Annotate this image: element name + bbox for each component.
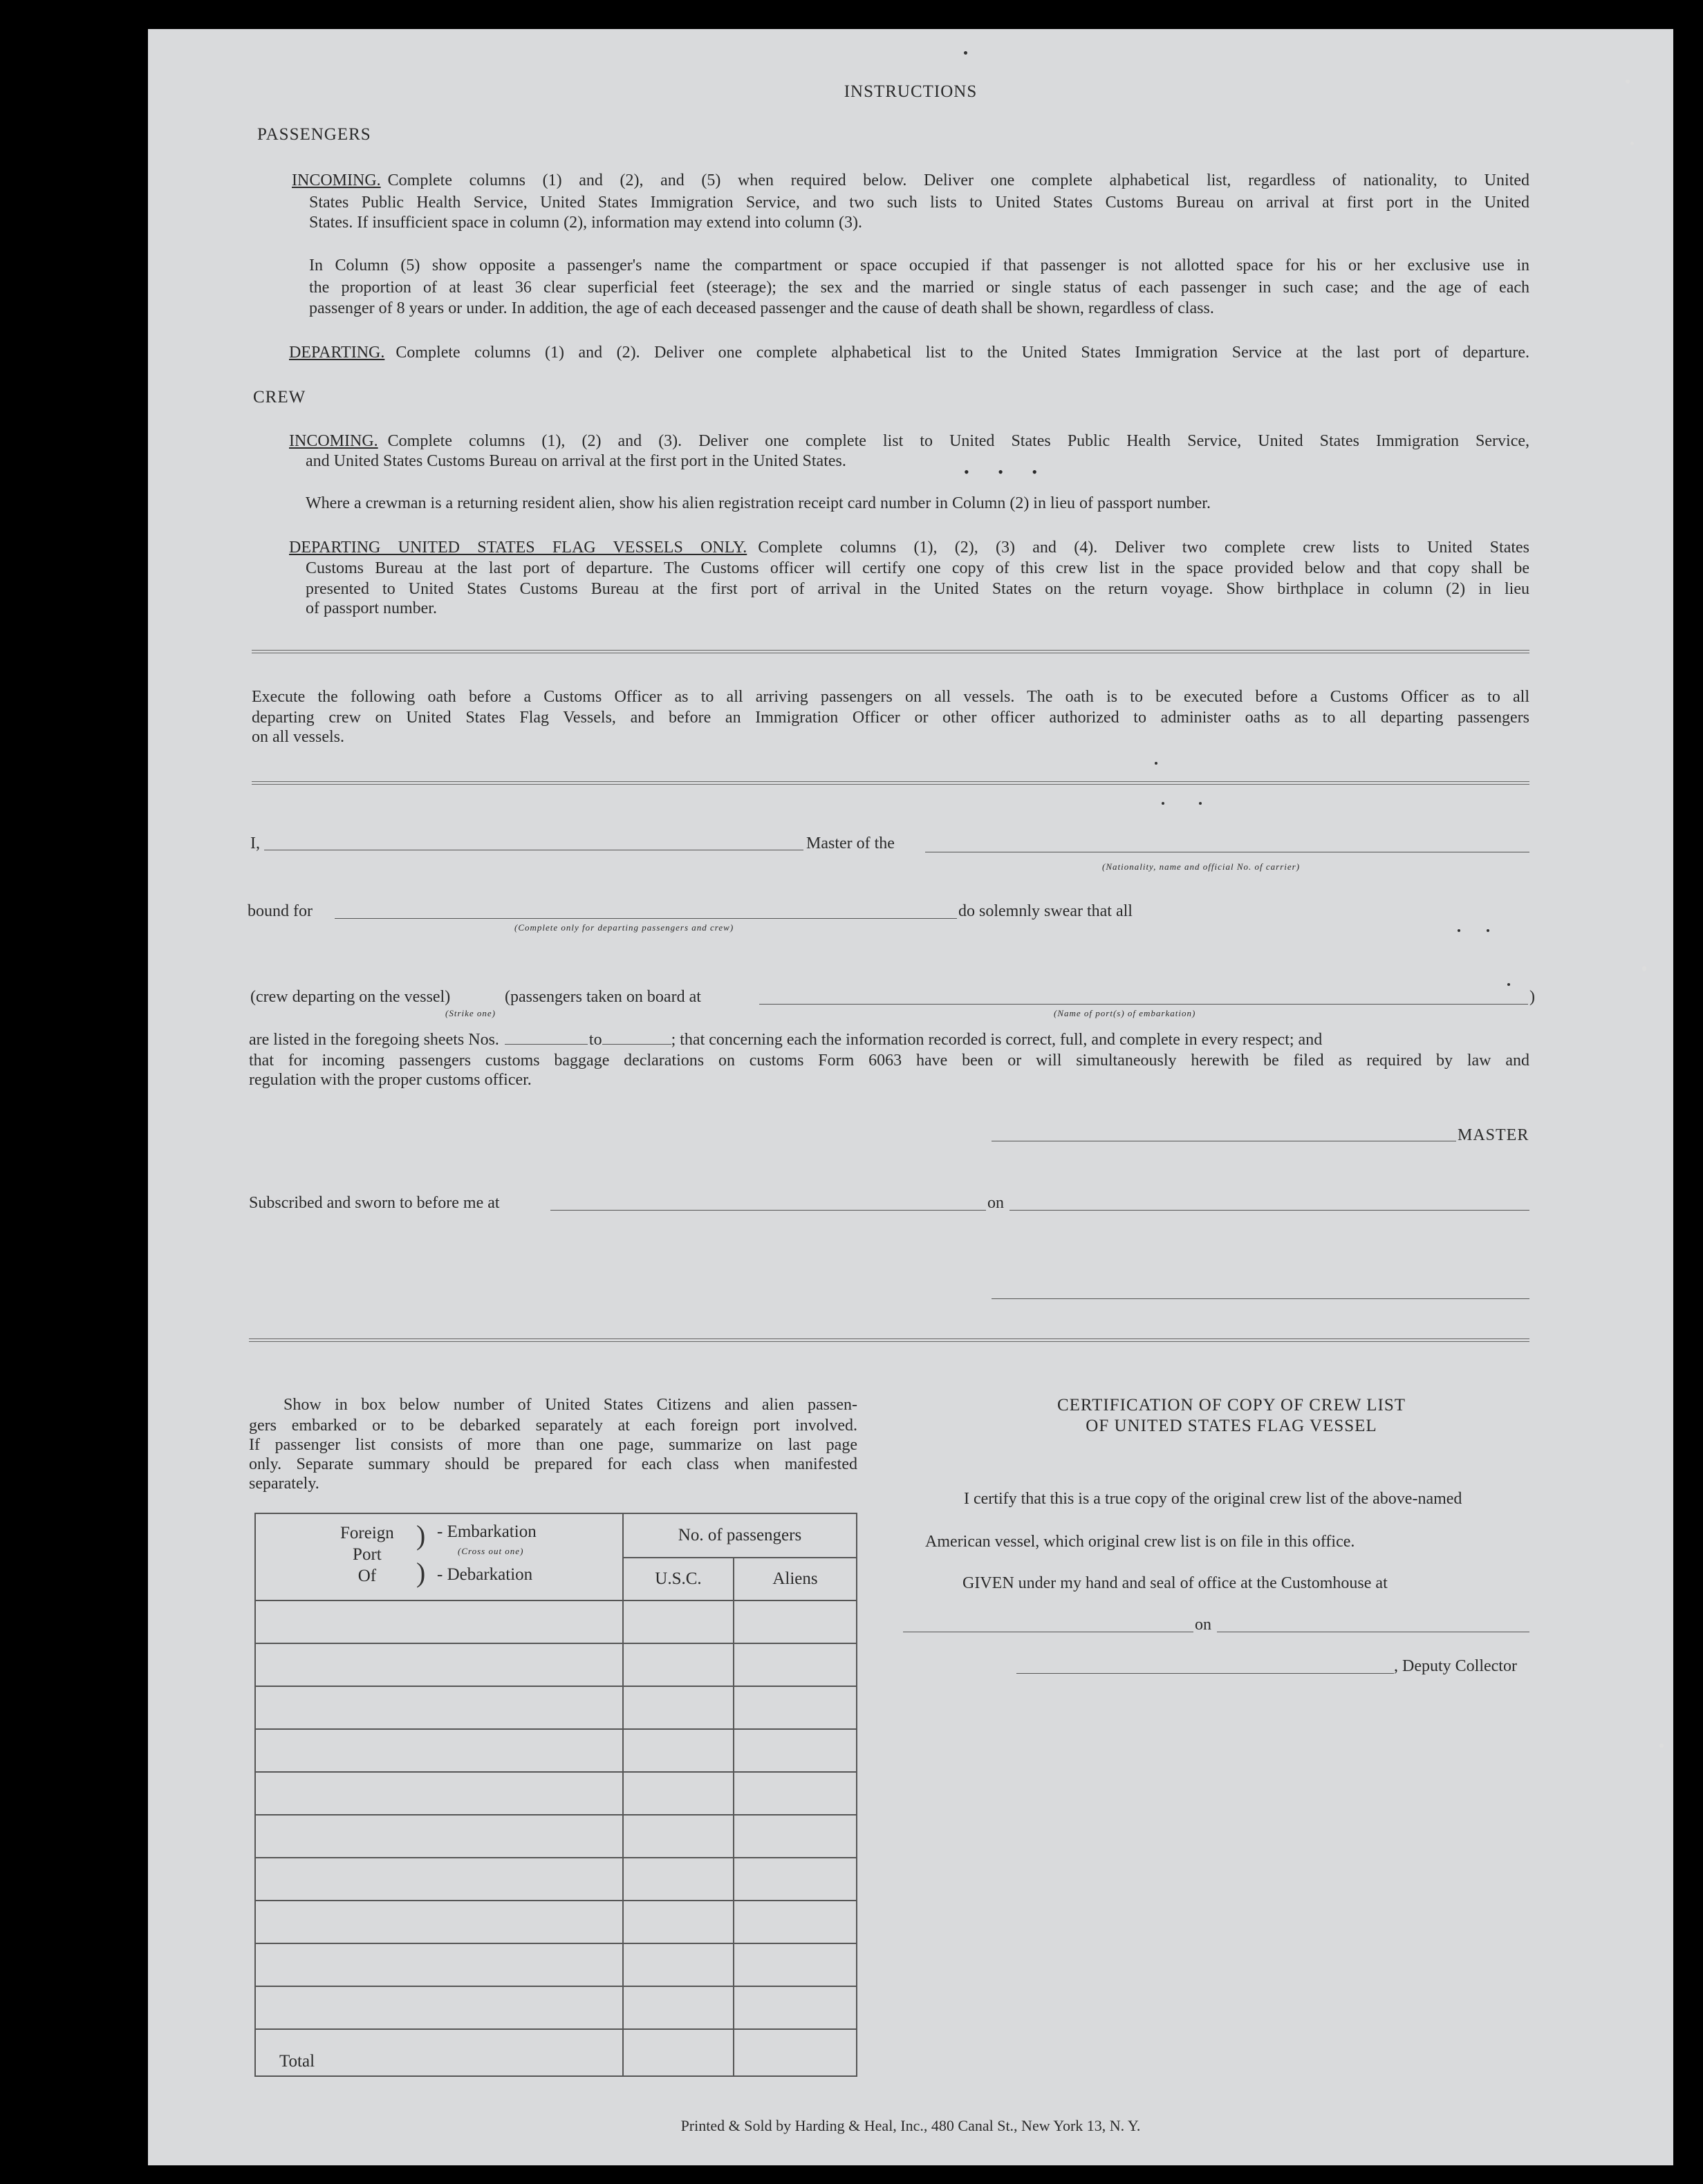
certification-title-line2: OF UNITED STATES FLAG VESSEL [1086, 1417, 1377, 1435]
foreign-label: Foreign [340, 1524, 394, 1542]
carrier-caption: (Nationality, name and official No. of carrier) [1102, 861, 1301, 872]
scan-speck [1642, 966, 1646, 971]
port-caption: (Name of port(s) of embarkation) [1054, 1008, 1196, 1018]
listed-line2: that for incoming passengers customs baggage declarations on customs Form 6063 have been or will simultaneously herewith be filed as required by law and [249, 1052, 1529, 1070]
section-divider-1 [252, 650, 1529, 653]
subscribed-label: Subscribed and sworn to before me at [249, 1194, 500, 1212]
crew-departing-line4: of passport number. [306, 599, 437, 617]
embarkation-label[interactable]: - Embarkation [437, 1522, 537, 1541]
crew-departing-line2: Customs Bureau at the last port of departure. The Customs officer will certify one copy of this crew list in the space provided below and that copy shall be [306, 559, 1529, 577]
passengers-heading: PASSENGERS [257, 125, 371, 144]
port-cell[interactable] [255, 1901, 623, 1943]
port-cell[interactable] [255, 1686, 623, 1729]
usc-cell[interactable] [623, 1901, 734, 1943]
aliens-cell[interactable] [734, 1772, 857, 1815]
listed-line3: regulation with the proper customs officer. [249, 1071, 532, 1089]
passenger-summary-table [254, 1513, 857, 2077]
subscribed-on-label: on [987, 1194, 1004, 1212]
certification-title-line1: CERTIFICATION OF COPY OF CREW LIST [1057, 1396, 1406, 1415]
usc-cell[interactable] [623, 1729, 734, 1772]
scan-speck [1155, 762, 1157, 765]
port-cell[interactable] [255, 1858, 623, 1901]
certification-line2: American vessel, which original crew list is on file in this office. [925, 1533, 1355, 1551]
crew-departing-option[interactable]: (crew departing on the vessel) [250, 988, 451, 1006]
usc-cell[interactable] [623, 1600, 734, 1643]
passengers-incoming-line2: States Public Health Service, United States Immigration Service, and two such lists to United States Customs Bureau on arrival at first port in the United [309, 194, 1529, 212]
usc-header: U.S.C. [623, 1558, 734, 1600]
column5-line3: passenger of 8 years or under. In addition, the age of each deceased passenger and the cause of death shall be shown, regardless of class. [309, 299, 1214, 317]
usc-cell[interactable] [623, 1858, 734, 1901]
certification-line1: I certify that this is a true copy of the original crew list of the above-named [964, 1490, 1462, 1508]
crew-incoming-label: INCOMING. [289, 432, 378, 450]
usc-cell[interactable] [623, 1815, 734, 1858]
certification-line3: GIVEN under my hand and seal of office at the Customhouse at [962, 1574, 1388, 1592]
scan-speck [1630, 142, 1634, 145]
master-of-the-label: Master of the [806, 834, 895, 852]
scan-speck [964, 51, 967, 55]
usc-cell[interactable] [623, 1986, 734, 2029]
passengers-taken-option[interactable]: (passengers taken on board at [505, 988, 701, 1006]
table-row [255, 1729, 857, 1772]
port-cell[interactable] [255, 1815, 623, 1858]
summary-line4: only. Separate summary should be prepared for each class when manifested [249, 1455, 857, 1473]
crew-heading: CREW [253, 388, 306, 407]
table-row [255, 1858, 857, 1901]
usc-cell[interactable] [623, 1686, 734, 1729]
page-title: INSTRUCTIONS [844, 82, 978, 101]
aliens-cell[interactable] [734, 1943, 857, 1986]
table-row [255, 1943, 857, 1986]
strike-caption: (Strike one) [445, 1008, 496, 1018]
passengers-incoming-line1: INCOMING. Complete columns (1) and (2), and (5) when required below. Deliver one complete alphabetical list, regardless of nationality, to United [292, 171, 1529, 189]
crew-departing-label: DEPARTING UNITED STATES FLAG VESSELS ONLY. [289, 539, 747, 557]
port-cell[interactable] [255, 1943, 623, 1986]
subscribed-date-field[interactable] [1009, 1210, 1529, 1211]
scan-speck [1199, 802, 1202, 805]
of-label: Of [357, 1567, 377, 1585]
table-row [255, 1986, 857, 2029]
foreign-port-header [255, 1513, 623, 1600]
port-label: Port [353, 1545, 382, 1564]
listed-line1: are listed in the foregoing sheets Nos. to ; that concerning each the information recorded is correct, full, and complete in every respect; and [249, 1031, 1323, 1049]
summary-line1: Show in box below number of United States Citizens and alien passen- [283, 1396, 857, 1414]
table-row [255, 1815, 857, 1858]
crew-incoming-line2: and United States Customs Bureau on arrival at the first port in the United States. [306, 452, 846, 470]
oath-instructions-line3: on all vessels. [252, 728, 344, 746]
aliens-header: Aliens [734, 1558, 857, 1600]
port-cell[interactable] [255, 1772, 623, 1815]
port-cell[interactable] [255, 1600, 623, 1643]
aliens-cell[interactable] [734, 1643, 857, 1686]
aliens-cell[interactable] [734, 1815, 857, 1858]
brace-bottom: ) [416, 1557, 426, 1588]
scan-speck [1507, 983, 1510, 986]
crew-incoming-line1: INCOMING. Complete columns (1), (2) and (3). Deliver one complete list to United States Public Health Service, United States Immigration Service, [289, 432, 1529, 450]
table-row [255, 1686, 857, 1729]
aliens-cell[interactable] [734, 1686, 857, 1729]
oath-instructions-line2: departing crew on United States Flag Vessels, and before an Immigration Officer or other officer authorized to administer oaths as to all departing passengers [252, 709, 1529, 727]
usc-total-cell[interactable] [623, 2029, 734, 2076]
debarkation-label[interactable]: - Debarkation [437, 1565, 533, 1584]
usc-cell[interactable] [623, 1772, 734, 1815]
certification-on-label: on [1195, 1616, 1211, 1634]
deputy-collector-label: , Deputy Collector [1394, 1657, 1517, 1675]
column5-line1: In Column (5) show opposite a passenger's name the compartment or space occupied if that passenger is not allotted space for his or her exclusive use in [309, 256, 1529, 274]
crew-departing-line1: DEPARTING UNITED STATES FLAG VESSELS ONLY. Complete columns (1), (2), (3) and (4). Deliver two complete crew lists to United States [289, 539, 1530, 557]
section-divider-2 [252, 781, 1529, 785]
brace-top: ) [416, 1520, 426, 1551]
crew-departing-line3: presented to United States Customs Bureau at the first port of arrival in the United States on the return voyage. Show birthplace in column (2) in lieu [306, 580, 1529, 598]
total-label: Total [255, 2029, 623, 2076]
officer-signature-field[interactable] [992, 1298, 1529, 1299]
swear-text: do solemnly swear that all [958, 902, 1133, 920]
bound-for-field[interactable] [335, 918, 957, 919]
table-row [255, 1600, 857, 1643]
sheet-to-field[interactable] [602, 1032, 671, 1045]
bound-for-label: bound for [248, 902, 313, 920]
passengers-departing-label: DEPARTING. [289, 344, 385, 362]
resident-alien-text: Where a crewman is a returning resident alien, show his alien registration receipt card number in Column (2) in lieu of passport number. [306, 494, 1211, 512]
aliens-cell[interactable] [734, 1986, 857, 2029]
sheet-from-field[interactable] [505, 1032, 588, 1045]
port-cell[interactable] [255, 1986, 623, 2029]
column5-line2: the proportion of at least 36 clear superficial feet (steerage); the sex and the married or single status of each passenger in such case; and the age of each [309, 279, 1529, 297]
passengers-incoming-label: INCOMING. [292, 171, 381, 189]
aliens-cell[interactable] [734, 1729, 857, 1772]
deputy-signature-field[interactable] [1016, 1673, 1394, 1674]
section-divider-3 [249, 1338, 1529, 1342]
printer-footer: Printed & Sold by Harding & Heal, Inc., 480 Canal St., New York 13, N. Y. [680, 2117, 1141, 2134]
cross-out-caption: (Cross out one) [458, 1546, 524, 1556]
bound-for-caption: (Complete only for departing passengers and crew) [514, 922, 734, 933]
scan-speck [1626, 80, 1630, 84]
passengers-incoming-line3: States. If insufficient space in column (2), information may extend into column (3). [309, 214, 863, 232]
master-label: MASTER [1458, 1126, 1529, 1144]
aliens-total-cell[interactable] [734, 2029, 857, 2076]
oath-i-label: I, [250, 834, 260, 852]
aliens-cell[interactable] [734, 1858, 857, 1901]
summary-line5: separately. [249, 1475, 319, 1493]
passengers-departing: DEPARTING. Complete columns (1) and (2). Deliver one complete alphabetical list to the United States Immigration Service at the last port of departure. [289, 344, 1529, 362]
scan-speck [1487, 929, 1489, 932]
summary-line3: If passenger list consists of more than one page, summarize on last page [249, 1436, 857, 1454]
port-cell[interactable] [255, 1643, 623, 1686]
close-paren: ) [1529, 988, 1535, 1006]
usc-cell[interactable] [623, 1943, 734, 1986]
scan-speck [1458, 929, 1460, 932]
dots-ornament: • • • [964, 463, 1050, 480]
scan-speck [1162, 802, 1164, 805]
oath-instructions-line1: Execute the following oath before a Customs Officer as to all arriving passengers on all vessels. The oath is to be executed before a Customs Officer as to all [252, 688, 1529, 706]
embarkation-port-field[interactable] [759, 1004, 1528, 1005]
table-row [255, 1643, 857, 1686]
aliens-cell[interactable] [734, 1600, 857, 1643]
aliens-cell[interactable] [734, 1901, 857, 1943]
table-row [255, 1772, 857, 1815]
port-cell[interactable] [255, 1729, 623, 1772]
no-passengers-header: No. of passengers [623, 1513, 857, 1558]
scan-speck [1659, 1744, 1664, 1748]
total-row [255, 2029, 857, 2076]
table-row [255, 1901, 857, 1943]
summary-line2: gers embarked or to be debarked separately at each foreign port involved. [249, 1417, 857, 1435]
usc-cell[interactable] [623, 1643, 734, 1686]
subscribed-place-field[interactable] [550, 1210, 986, 1211]
